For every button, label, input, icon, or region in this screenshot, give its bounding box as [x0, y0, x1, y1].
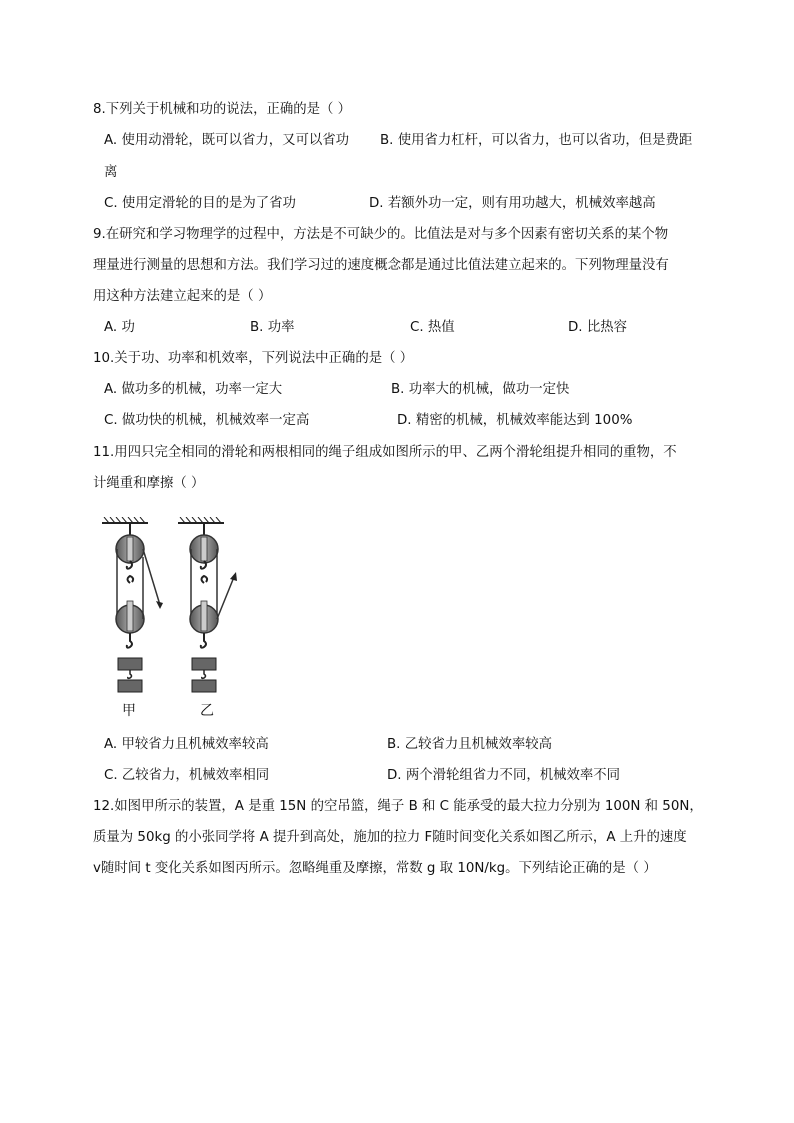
question-9-option-d: D. 比热容	[568, 320, 627, 335]
pulley-system-jia	[102, 517, 163, 692]
question-9-stem-line-3: 用这种方法建立起来的是（ ）	[93, 289, 272, 304]
question-9-stem-line-2: 理量进行测量的思想和方法。我们学习过的速度概念都是通过比值法建立起来的。下列物理量没有	[93, 258, 669, 273]
question-8-option-b: B. 使用省力杠杆，可以省力，也可以省功，但是费距	[380, 133, 693, 148]
arrow-icon	[230, 572, 237, 581]
question-10-option-a: A. 做功多的机械，功率一定大	[104, 382, 283, 397]
question-10-option-d: D. 精密的机械，机械效率能达到 100%	[397, 413, 633, 428]
weight-block	[118, 680, 142, 692]
question-8-option-a: A. 使用动滑轮，既可以省力，又可以省功	[104, 133, 350, 148]
question-12-stem-line-3: v随时间 t 变化关系如图丙所示。忽略绳重及摩擦，常数 g 取 10N/kg。下列结论正确的是（ ）	[93, 861, 657, 876]
weight-block	[192, 680, 216, 692]
question-9-stem-line-1: 9.在研究和学习物理学的过程中，方法是不可缺少的。比值法是对与多个因素有密切关系的某个物	[93, 227, 669, 242]
question-9-option-a: A. 功	[104, 320, 135, 335]
weight-block	[118, 658, 142, 670]
question-12-stem-line-2: 质量为 50kg 的小张同学将 A 提升到高处，施加的拉力 F随时间变化关系如图乙所示，A 上升的速度	[93, 830, 687, 845]
question-10-option-b: B. 功率大的机械，做功一定快	[391, 382, 570, 397]
question-11-option-b: B. 乙较省力且机械效率较高	[387, 737, 552, 752]
label-jia: 甲	[122, 703, 136, 719]
question-10-stem: 10.关于功、功率和机效率，下列说法中正确的是（ ）	[93, 351, 414, 366]
question-12-stem-line-1: 12.如图甲所示的装置，A 是重 15N 的空吊篮，绳子 B 和 C 能承受的最大拉力分别为 100N 和 50N，	[93, 799, 703, 814]
weight-block	[192, 658, 216, 670]
question-11-stem-line-1: 11.用四只完全相同的滑轮和两根相同的绳子组成如图所示的甲、乙两个滑轮组提升相同的重物，不	[93, 445, 677, 460]
question-8-option-d: D. 若额外功一定，则有用功越大，机械效率越高	[369, 196, 656, 211]
question-10-option-c: C. 做功快的机械，机械效率一定高	[104, 413, 310, 428]
question-11-stem-line-2: 计绳重和摩擦（ ）	[93, 476, 205, 491]
question-11-option-d: D. 两个滑轮组省力不同，机械效率不同	[387, 768, 621, 783]
arrow-icon	[156, 601, 163, 609]
pulley-system-yi	[178, 517, 237, 692]
question-9-option-c: C. 热值	[410, 320, 455, 335]
question-9-option-b: B. 功率	[250, 320, 295, 335]
label-yi: 乙	[200, 703, 214, 719]
question-11-option-a: A. 甲较省力且机械效率较高	[104, 737, 269, 752]
pulley-systems-figure	[96, 517, 246, 722]
question-8-stem: 8.下列关于机械和功的说法，正确的是（ ）	[93, 102, 352, 117]
question-8-option-c: C. 使用定滑轮的目的是为了省功	[104, 196, 296, 211]
question-11-option-c: C. 乙较省力，机械效率相同	[104, 768, 270, 783]
question-8-option-b-cont: 离	[104, 165, 118, 180]
